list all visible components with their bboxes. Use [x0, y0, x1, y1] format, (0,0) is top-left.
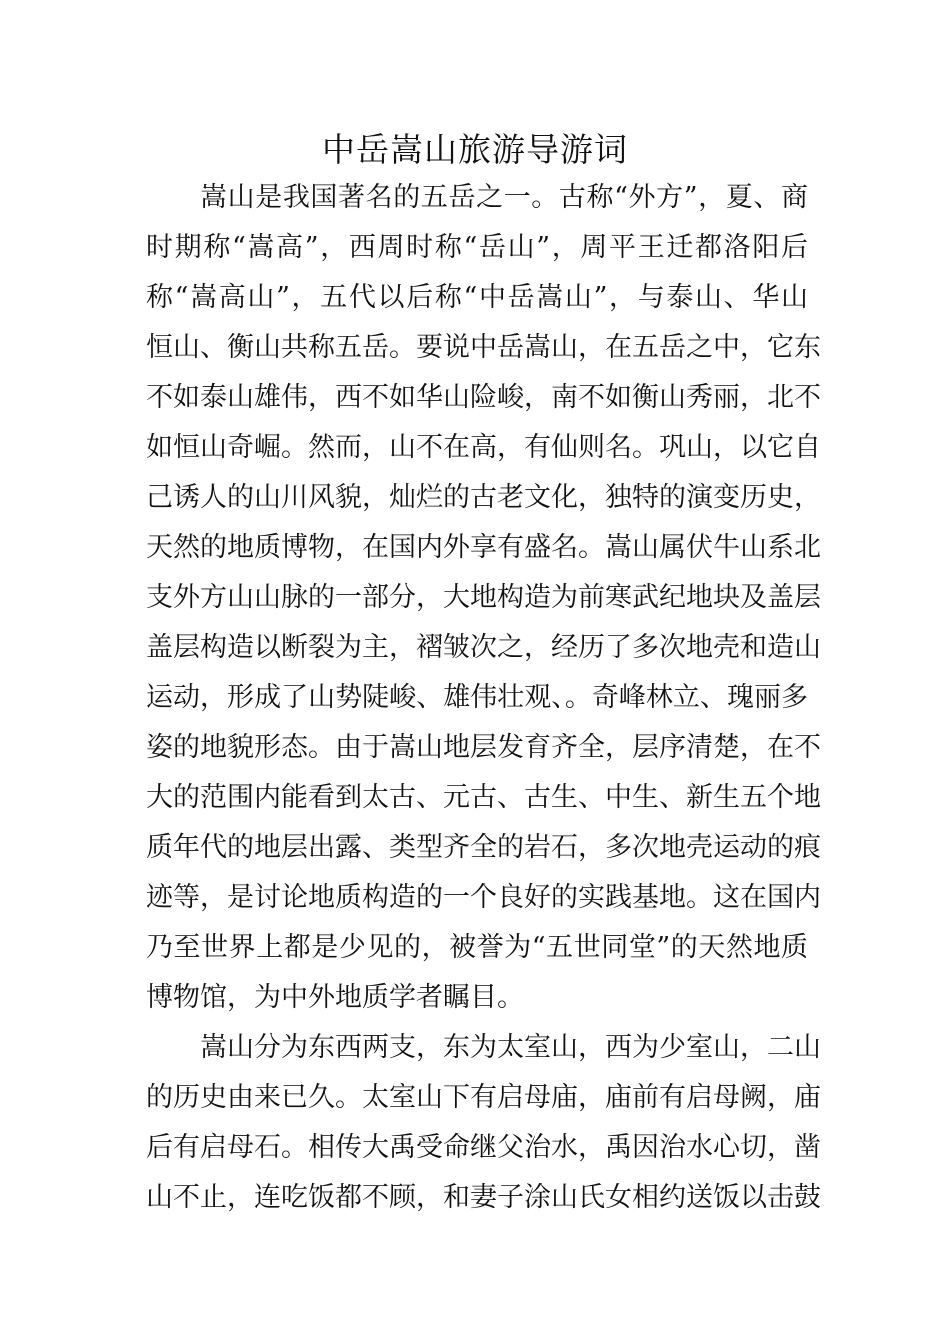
text-line: 盖层构造以断裂为主，褶皱次之，经历了多次地壳和造山 — [146, 632, 821, 663]
text-line: 嵩山分为东西两支，东为太室山，西为少室山，二山 — [200, 1032, 821, 1063]
text-line: 时期称“嵩高”，西周时称“岳山”，周平王迁都洛阳后 — [146, 232, 808, 263]
text-line: 恒山、衡山共称五岳。要说中岳嵩山，在五岳之中，它东 — [146, 332, 821, 363]
text-line: 不如泰山雄伟，西不如华山险峻，南不如衡山秀丽，北不 — [146, 382, 821, 413]
text-line: 山不止，连吃饭都不顾，和妻子涂山氏女相约送饭以击鼓 — [146, 1182, 821, 1213]
text-line: 大的范围内能看到太古、元古、古生、中生、新生五个地 — [146, 782, 821, 813]
text-line: 支外方山山脉的一部分，大地构造为前寒武纪地块及盖层 — [146, 582, 821, 613]
text-line: 嵩山是我国著名的五岳之一。古称“外方”，夏、商 — [200, 182, 808, 213]
document-title: 中岳嵩山旅游导游词 — [322, 130, 628, 169]
text-line: 天然的地质博物，在国内外享有盛名。嵩山属伏牛山系北 — [146, 532, 821, 563]
text-line: 质年代的地层出露、类型齐全的岩石，多次地壳运动的痕 — [146, 832, 821, 863]
text-line: 乃至世界上都是少见的，被誉为“五世同堂”的天然地质 — [146, 932, 808, 963]
text-line: 迹等，是讨论地质构造的一个良好的实践基地。这在国内 — [146, 882, 821, 913]
text-line: 己诱人的山川风貌，灿烂的古老文化，独特的演变历史， — [146, 482, 821, 513]
text-line: 后有启母石。相传大禹受命继父治水，禹因治水心切，凿 — [146, 1132, 821, 1163]
text-line: 运动，形成了山势陡峻、雄伟壮观、。奇峰林立、瑰丽多 — [146, 682, 808, 713]
text-line: 的历史由来已久。太室山下有启母庙，庙前有启母阙，庙 — [146, 1082, 821, 1113]
text-line: 博物馆，为中外地质学者瞩目。 — [146, 982, 524, 1013]
text-line: 姿的地貌形态。由于嵩山地层发育齐全，层序清楚，在不 — [146, 732, 821, 763]
text-line: 称“嵩高山”，五代以后称“中岳嵩山”，与泰山、华山 — [146, 282, 808, 313]
text-line: 如恒山奇崛。然而，山不在高，有仙则名。巩山，以它自 — [146, 432, 821, 463]
